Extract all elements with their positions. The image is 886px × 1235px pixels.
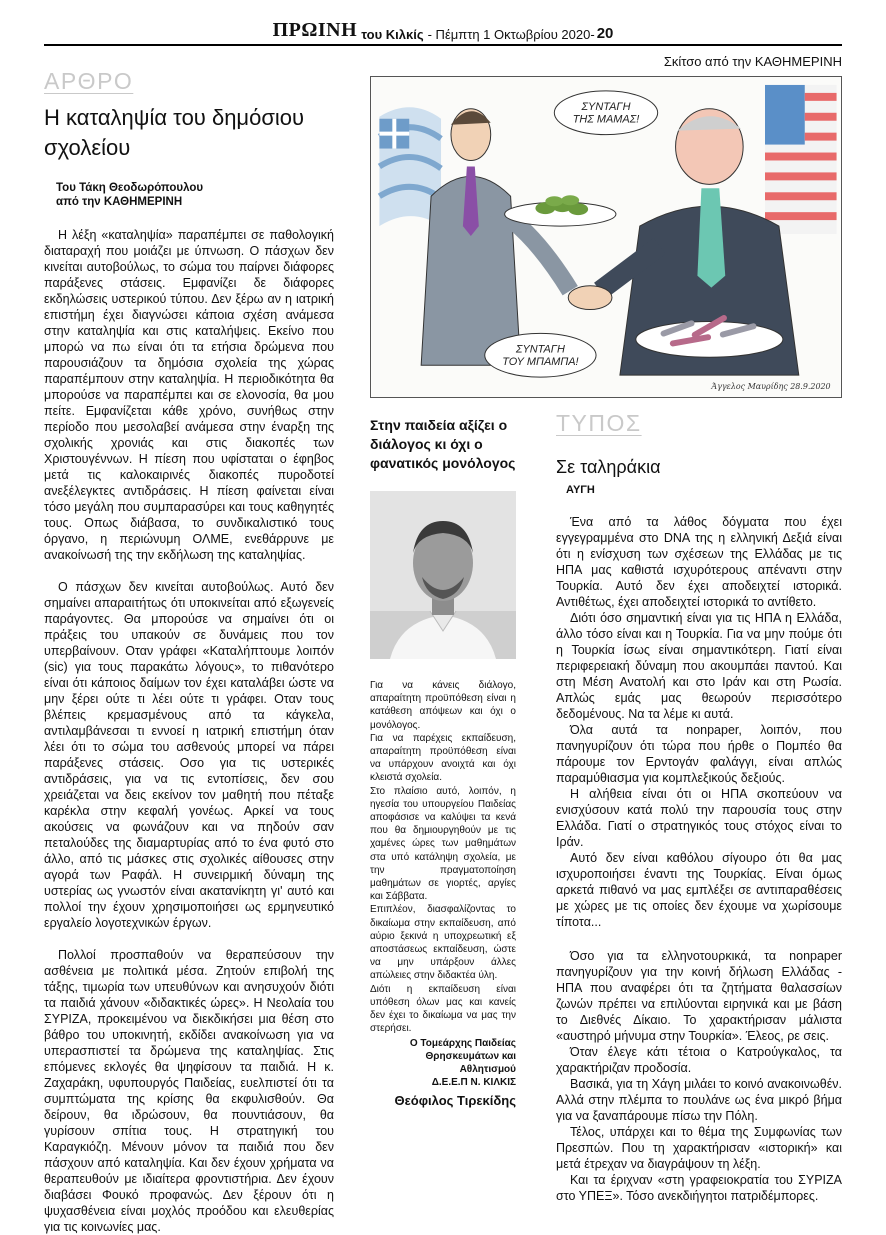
press-paragraph: Όλα αυτά τα nonpaper, λοιπόν, που πανηγυρίζουν ότι τώρα που ήρθε ο Πομπέο θα πάρουμε τον Ερντογάν φαλάγγι, είναι απλώς παραμύθιασμα για κομπλεξικούς δεξιούς. (556, 723, 842, 785)
us-flag-icon (765, 85, 837, 234)
issue-date: - Πέμπτη 1 Οκτωβρίου 2020- (427, 27, 595, 42)
article-column (44, 68, 334, 1235)
opinion-column (370, 416, 516, 1108)
newspaper-name: ΠΡΩΙΝΗ (272, 19, 358, 41)
opinion-headline: Στην παιδεία αξίζει ο διάλογος κι όχι ο φανατικός μονόλογος (370, 417, 516, 471)
bubble-top-line1: ΣΥΝΤΑΓΗ (581, 100, 631, 113)
handshake-icon (568, 286, 612, 310)
article-paragraph: Πολλοί προσπαθούν να θεραπεύσουν την ασθένεια με πολιτικά μέσα. Ζητούν επιβολή της τάξης, τιμωρία των υπευθύνων και ανησυχούν διότι τα παιδιά χάνουν «διδακτικές ώρες». Η Νεολαία του ΣΥΡΙΖΑ, προκειμένου να διεκδικήσει μια θέση στο βάθρο του υποκινητή, εκδίδει ανακοίνωση για να υπερασπιστεί τα δρώμενα της καταληψίας. Στις επόμενες εκλογές θα ψηφίσουν τα παιδιά. Η κ. Ζαχαράκη, υφυπουργός Παιδείας, ευελπιστεί ότι τα συμπτώματα της κρίσης θα εκφυλισθούν. Θα δείρουν, θα ιδρώσουν, θα πουντιάσουν, θα γυρίσουν σπίτια τους. Η στρατηγική του Καραγκιόζη. Μένουν μόνον τα παιδιά που δεν πάσχουν από καταληψία. Και δεν έχουν χρήματα να θεραπευθούν με ιδιαίτερα φροντιστήρια. Δεν έχουν διαβάσει Φουκό προφανώς. Δεν ξέρουν ότι η ψυχασθένεια είναι μοχλός προόδου και ελευθερίας για τις κοινωνίες μας. (44, 948, 334, 1234)
opinion-paragraph: Για να κάνεις διάλογο, απαραίτητη προϋπόθεση είναι η κατάθεση απόψεων και όχι ο μονόλογος. (370, 680, 516, 731)
speech-bubble-bottom (485, 333, 596, 377)
article-paragraph: Η λέξη «καταληψία» παραπέμπει σε παθολογική διαταραχή που μοιάζει με ύπνωση. Ο πάσχων δεν κινείται αυτοβούλως, το σώμα του παίρνει διάφορες παράξενες στάσεις. Εμφανίζει δε διάφορες εκδηλώσεις υστερικού τύπου. Δεν ξέρω αν η ιατρική επιστήμη έχει διαγνώσει κάποια σχέση ανάμεσα στην καταληψία και στις καταλήψεις. Εκείνο που μπορώ να πω είναι ότι τα ετήσια δρώμενα που παρουσιάζουν τα δημόσια σχολεία της χώρας παραπέμπουν στην καταληψία. Η περιοδικότητα θα μπορούσε να παραπέμπει και σε ελονοσία, θα μου πείτε. Εμφανίζεται κάθε χρόνο, συνήθως στην περίοδο που μεσολαβεί ανάμεσα στην έναρξη της σχολικής χρονιάς και στις διακοπές των Χριστουγέννων. Η πίεση που υφίσταται ο έφηβος μετά τις καλοκαιρινές διακοπές πυροδοτεί ανεξέλεγκτες αντιδράσεις. Η πίεση φαίνεται είναι τόσο μεγάλη που συμπαρασύρει και τους καθηγητές τους. Οπως διάβασα, το συνδικαλιστικό τους όργανο, η περιώνυμη ΟΛΜΕ, ενεθάρρυνε με ανακοίνωσή της την εκδήλωση της καταληψίας. (44, 228, 334, 562)
opinion-paragraph: Για να παρέχεις εκπαίδευση, απαραίτητη προϋπόθεση είναι να υπάρχουν ανοιχτά και όχι κλειστά σχολεία. (370, 732, 516, 784)
press-paragraph: Τέλος, υπάρχει και το θέμα της Συμφωνίας των Πρεσπών. Που τη χαρακτήρισαν «ιστορική» και μετά έτρεχαν να διαγράψουν τη λέξη. (556, 1125, 842, 1171)
press-body (556, 514, 842, 1204)
newspaper-region: του Κιλκίς (361, 27, 424, 42)
bubble-bottom-line1: ΣΥΝΤΑΓΗ (515, 343, 565, 356)
page-number: 20 (596, 25, 614, 42)
cartoon-drawing (371, 77, 841, 397)
opinion-signature (370, 1037, 516, 1089)
byline-author: Του Τάκη Θεοδωρόπουλου (56, 182, 204, 194)
article-section-label: ΑΡΘΡΟ (44, 68, 134, 94)
opinion-body (370, 679, 516, 1035)
press-paragraph: Όσο για τα ελληνοτουρκικά, τα nonpaper πανηγυρίζουν για την κοινή δήλωση Ελλάδας - ΗΠΑ που αναφέρει ότι τα ζητήματα θαλασσίων ζωνών πρέπει να επιλύονται ειρηνικά και με βάση το Διεθνές Δίκαιο. Το χαρακτήρισαν μάλιστα «αυστηρό μήνυμα στην Τουρκία». Έλεος, ρε σεις. (556, 949, 842, 1043)
press-source: ΑΥΓΗ (566, 484, 595, 496)
article-paragraph: Ο πάσχων δεν κινείται αυτοβούλως. Αυτό δεν σημαίνει απαραιτήτως ότι υποκινείται από εξωγενείς παράγοντες. Θα μπορούσε να σημαίνει ότι οι πράξεις του υπακούν σε δυνάμεις που τον υπερβαίνουν. Οταν γράφει «Καταλήπτουμε λοιπόν (sic) για τους παρακάτω λόγους», το πιθανότερο είναι ότι κάποιος δαίμων τον έχει καταλάβει ώστε να μην ξέρει ούτε τι λέει ούτε τι γράφει. Οταν τους βλέπεις κρεμασμένους από τα κάγκελα, αντιλαμβάνεσαι τι εννοεί η ιατρική επιστήμη όταν λέει ότι το σώμα του ασθενούς μπορεί να πάρει παράξενες στάσεις. Οσο για τις υστερικές αντιδράσεις, για να τις εντοπίσεις, δεν σου χρειάζεται να δεις εκείνον τον μαθητή που πέταξε καρέκλα στην κεφαλή γονέως. Αρκεί να τους ακούσεις να φωνάζουν και να πηδούν σαν πεταλούδες της διαμαρτυρίας από το ένα φυτό στο άλλο, από τις μάσκες στις σχολικές αίθουσες στην αγορά των Ραφάλ. Η συνειρμική δύναμη της υστερίας ως γνωστόν είναι ακατανίκητη γι' αυτό και πολλοί την έχουν χρησιμοποιήσει ως ερμηνευτικό εργαλείο λογοτεχνικών έργων. (44, 580, 334, 930)
opinion-paragraph: Επιπλέον, διασφαλίζοντας το δικαίωμα στην εκπαίδευση, από αύριο ξεκινά η υποχρεωτική εξ αποστάσεως εκπαίδευση, ώστε να μην υπάρξουν άλλες απώλειες στην διδακτέα ύλη. (370, 904, 516, 982)
byline-source: από την ΚΑΘΗΜΕΡΙΝΗ (56, 196, 183, 208)
article-body (44, 227, 334, 1235)
press-title: Σε ταληράκια (556, 457, 661, 477)
opinion-paragraph: Διότι η εκπαίδευση είναι υπόθεση όλων μας και κανείς δεν έχει το δικαίωμα να μας την στερήσει. (370, 983, 516, 1035)
press-section-label: ΤΥΠΟΣ (556, 410, 642, 436)
press-paragraph: Και τα έριχναν «στη γραφειοκρατία του ΣΥΡΙΖΑ στο ΥΠΕΞ». Τόσο ανεκδιήγητοι πατριδέμπορες. (556, 1173, 842, 1203)
portrait-photo (370, 491, 516, 659)
signature-org: Δ.Ε.Ε.Π Ν. ΚΙΛΚΙΣ (431, 1077, 516, 1089)
portrait-icon (370, 491, 516, 659)
masthead (44, 19, 842, 46)
press-paragraph: Ένα από τα λάθος δόγματα που έχει εγγεγραμμένα στο DNA της η ελληνική Δεξιά είναι ότι η ενίσχυση των σχέσεων της Ελλάδας με τις ΗΠΑ μας καθιστά ισχυρότερους απέναντι στην Τουρκία. Αυτό δεν έχει αποδειχτεί ιστορικά. Αντιθέτως, έχει αποδειχτεί ιστορικά το αντίθετο. (556, 515, 842, 609)
opinion-author: Θεόφιλος Τιρεκίδης (394, 1093, 516, 1109)
press-paragraph: Αυτό δεν είναι καθόλου σίγουρο ότι θα μας ισχυροποιήσει έναντι της Τουρκίας. Είναι όμως αρκετά πιθανό να μας εμπλέξει σε αντιπαραθέσεις με χώρες με τις οποίες δεν έχουμε να χωρίσουμε τίποτα... (556, 851, 842, 929)
signature-title: Ο Τομεάρχης Παιδείας Θρησκευμάτων και Αθλητισμού (409, 1038, 516, 1076)
cartoon (370, 76, 842, 398)
press-paragraph: Διότι όσο σημαντική είναι για τις ΗΠΑ η Ελλάδα, άλλο τόσο είναι και η Τουρκία. Για να μην πούμε ότι η Τουρκία ίσως είναι σημαντικότερη. Γιατί είναι περιφερειακή δύναμη που ακουμπάει παντού. Και στη Μέση Ανατολή και στο Ιράν και στη Ρωσία. Απλώς εμάς μας θεωρούν περισσότερο δεδομένους. Να τα λέμε κι αυτά. (556, 611, 842, 721)
sketch-credit: Σκίτσο από την ΚΑΘΗΜΕΡΙΝΗ (663, 54, 842, 69)
press-column (556, 410, 842, 1204)
opinion-paragraph: Στο πλαίσιο αυτό, λοιπόν, η ηγεσία του υπουργείου Παιδείας αποφάσισε να καλύψει τα κενά που θα δημιουργηθούν με τις χαμένες ώρες των μαθημάτων στα υπό κατάληψη σχολεία, με την πραγματοποίηση μαθημάτων σε γιορτές, αργίες και Σάββατα. (370, 785, 516, 903)
press-paragraph: Όταν έλεγε κάτι τέτοια ο Κατρούγκαλος, τα χαρακτήριζαν προδοσία. (556, 1045, 842, 1075)
bubble-top-line2: ΤΗΣ ΜΑΜΑΣ! (572, 113, 640, 126)
cartoon-signature: Άγγελος Μαυρίδης 28.9.2020 (711, 382, 831, 392)
press-paragraph: Η αλήθεια είναι ότι οι ΗΠΑ σκοπεύουν να ενισχύσουν κατά πολύ την παρουσία τους στην Ελλάδα. Γιατί ο στρατηγικός τους στόχος είναι το Ιράν. (556, 787, 842, 849)
press-paragraph: Βασικά, για τη Χάγη μιλάει το κοινό ανακοινωθέν. Αλλά στην πλέμπα το πουλάνε ως ένα μικρό βήμα για να ξαναπάρουμε πίσω την Πόλη. (556, 1077, 842, 1123)
article-title: Η καταληψία του δημόσιου σχολείου (44, 105, 305, 160)
bubble-bottom-line2: ΤΟΥ ΜΠΑΜΠΑ! (502, 356, 579, 369)
speech-bubble-top (554, 91, 657, 135)
article-byline (56, 181, 334, 209)
